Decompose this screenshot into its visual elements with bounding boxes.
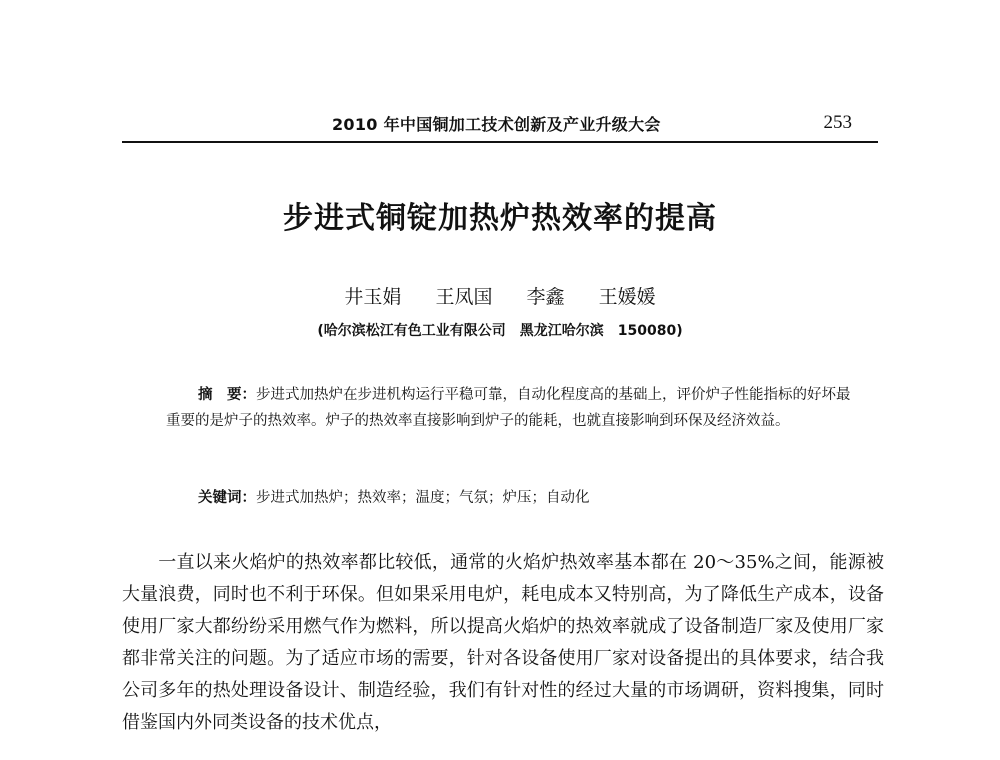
abstract xyxy=(166,382,854,434)
keywords xyxy=(198,486,858,507)
keywords-text: 步进式加热炉；热效率；温度；气氛；炉压；自动化 xyxy=(256,490,590,506)
page-number: 253 xyxy=(823,112,852,133)
conference-name: 2010 年中国铜加工技术创新及产业升级大会 xyxy=(332,115,661,134)
author: 王媛媛 xyxy=(598,286,656,308)
author: 王凤国 xyxy=(435,286,493,308)
body-paragraph xyxy=(122,547,884,739)
body-text: 一直以来火焰炉的热效率都比较低，通常的火焰炉热效率基本都在 20～35%之间，能源被大量浪费，同时也不利于环保。但如果采用电炉，耗电成本又特别高，为了降低生产成本，设备使用厂家大都纷纷采用燃气作为燃料，所以提高火焰炉的热效率就成了设备制造厂家及使用厂家都非常关注的问题。为了适应市场的需要，针对各设备使用厂家对设备提出的具体要求，结合我公司多年的热处理设备设计、制造经验，我们有针对性的经过大量的市场调研，资料搜集，同时借鉴国内外同类设备的技术优点， xyxy=(122,552,884,733)
paper-title: 步进式铜锭加热炉热效率的提高 xyxy=(283,201,717,236)
author: 李鑫 xyxy=(526,286,565,308)
keywords-label: 关键词： xyxy=(198,490,256,506)
affiliation: (哈尔滨松江有色工业有限公司 黑龙江哈尔滨 150080) xyxy=(317,323,683,339)
running-header xyxy=(122,109,878,143)
abstract-text: 步进式加热炉在步进机构运行平稳可靠，自动化程度高的基础上，评价炉子性能指标的好坏最重要的是炉子的热效率。炉子的热效率直接影响到炉子的能耗，也就直接影响到环保及经济效益。 xyxy=(166,387,851,429)
author-list xyxy=(0,282,1000,309)
abstract-label: 摘 要： xyxy=(198,387,256,403)
author: 井玉娟 xyxy=(344,286,402,308)
